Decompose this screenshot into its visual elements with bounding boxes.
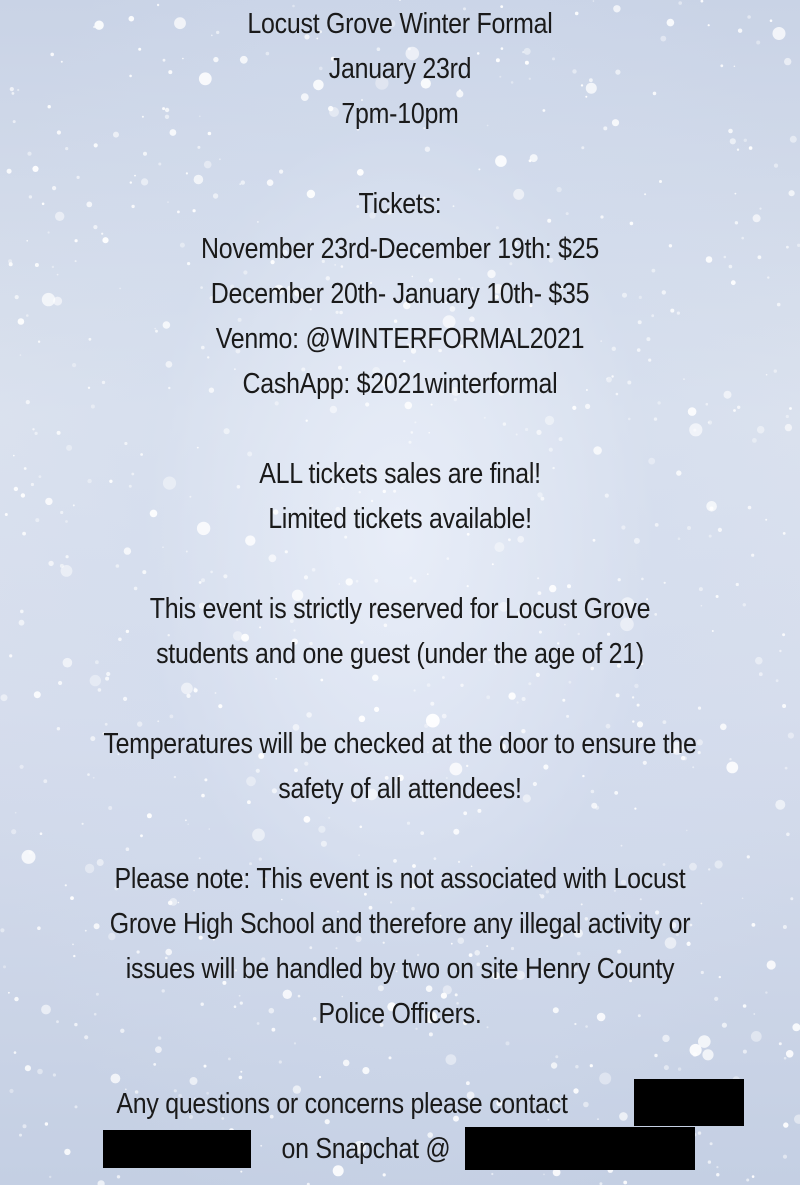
disclaimer-line-2: Grove High School and therefore any illegal activity or <box>109 908 691 940</box>
cashapp-handle: CashApp: $2021winterformal <box>242 368 558 400</box>
late-ticket-price: December 20th- January 10th- $35 <box>210 278 590 310</box>
early-ticket-price: November 23rd-December 19th: $25 <box>201 233 599 265</box>
safety-line-2: safety of all attendees! <box>278 773 522 805</box>
redacted-name-box-2 <box>103 1130 251 1168</box>
final-sales-notice: ALL tickets sales are final! <box>259 458 541 490</box>
contact-line-2: on Snapchat @ <box>281 1133 451 1165</box>
limited-tickets-notice: Limited tickets available! <box>268 503 532 535</box>
venmo-handle: Venmo: @WINTERFORMAL2021 <box>215 323 585 355</box>
redacted-name-box <box>634 1079 744 1126</box>
contact-line-1: Any questions or concerns please contact <box>116 1088 568 1120</box>
disclaimer-line-4: Police Officers. <box>318 998 482 1030</box>
redacted-snapchat-box <box>465 1127 695 1170</box>
disclaimer-line-3: issues will be handled by two on site Henry County <box>125 953 675 985</box>
disclaimer-line-1: Please note: This event is not associated with Locust <box>114 863 686 895</box>
event-date: January 23rd <box>328 53 472 85</box>
eligibility-line-1: This event is strictly reserved for Locust Grove <box>149 593 651 625</box>
tickets-heading: Tickets: <box>358 188 442 220</box>
event-title: Locust Grove Winter Formal <box>247 8 553 40</box>
safety-line-1: Temperatures will be checked at the door to ensure the <box>103 728 697 760</box>
eligibility-line-2: students and one guest (under the age of 21) <box>156 638 644 670</box>
event-time: 7pm-10pm <box>341 98 459 130</box>
